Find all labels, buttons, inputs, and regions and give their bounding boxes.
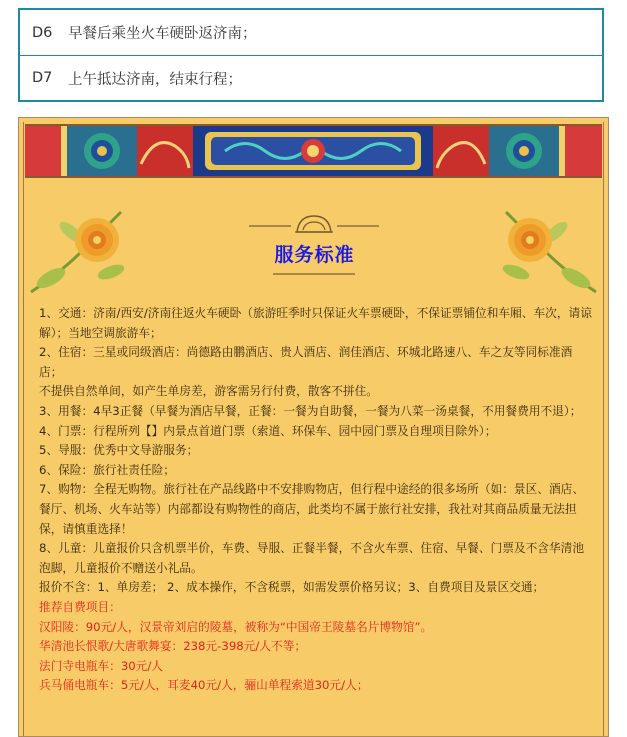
- ornamental-banner: [25, 124, 602, 178]
- service-line: 7、购物：全程无购物。旅行社在产品线路中不安排购物店，但行程中途经的很多场所（如：景区、酒店、餐厅、机场、火车站等）内部都设有购物性的商店，此类均不属于旅行社安排，我社对其商品质量无法担保，请慎重选择！: [39, 482, 585, 536]
- service-details: [39, 304, 595, 696]
- itinerary-table: [18, 8, 604, 102]
- recommended-item: 汉阳陵：90元/人，汉景帝刘启的陵墓，被称为“中国帝王陵墓名片博物馆”。: [39, 619, 433, 634]
- recommended-item: 华清池长恨歌/大唐歌舞宴：238元-398元/人不等；: [39, 639, 307, 654]
- day-description: 上午抵达济南，结束行程；: [68, 71, 242, 88]
- service-line: 1、交通：济南/西安/济南往返火车硬卧（旅游旺季时只保证火车票硬卧，不保证票铺位和车厢、车次，请谅解）；当地空调旅游车；: [39, 306, 592, 340]
- recommended-heading: 推荐自费项目：: [39, 599, 121, 614]
- recommended-item: 法门寺电瓶车：30元/人: [39, 658, 163, 673]
- recommended-item: 兵马俑电瓶车：5元/人，耳麦40元/人，骊山单程索道30元/人；: [39, 678, 369, 693]
- service-standard-card: [18, 117, 609, 737]
- service-line: 8、儿童：儿童报价只含机票半价，车费、导服、正餐半餐，不含火车票、住宿、早餐、门票及不含华清池泡脚，儿童报价不赠送小礼品。: [39, 541, 585, 575]
- service-line: 3、用餐：4早3正餐（早餐为酒店早餐，正餐：一餐为自助餐，一餐为八菜一汤桌餐，不用餐费用不退）；: [39, 403, 582, 418]
- service-line: 不提供自然单间，如产生单房差，游客需另行付费，散客不拼住。: [39, 384, 378, 399]
- service-line: 4、门票：行程所列【】内景点首道门票（索道、环保车、园中园门票及自理项目除外）；: [39, 423, 497, 438]
- day-label: D7: [32, 70, 53, 86]
- service-line: 报价不含：1、单房差； 2、成本操作，不含税票，如需发票价格另议；3、自费项目及景区交通；: [39, 580, 545, 595]
- service-line: 5、导服：优秀中文导游服务；: [39, 443, 199, 458]
- itinerary-row-d7: [20, 55, 602, 100]
- section-title: 服务标准: [274, 244, 355, 266]
- day-description: 早餐后乘坐火车硬卧返济南；: [68, 26, 257, 42]
- service-line: 6、保险：旅行社责任险；: [39, 462, 175, 477]
- service-line: 2、住宿：三星或同级酒店：尚德路由鹏酒店、贵人酒店、润佳酒店、环城北路速八、车之友等同标准酒店；: [39, 345, 573, 379]
- itinerary-row-d6: [20, 10, 602, 55]
- day-label: D6: [32, 24, 53, 41]
